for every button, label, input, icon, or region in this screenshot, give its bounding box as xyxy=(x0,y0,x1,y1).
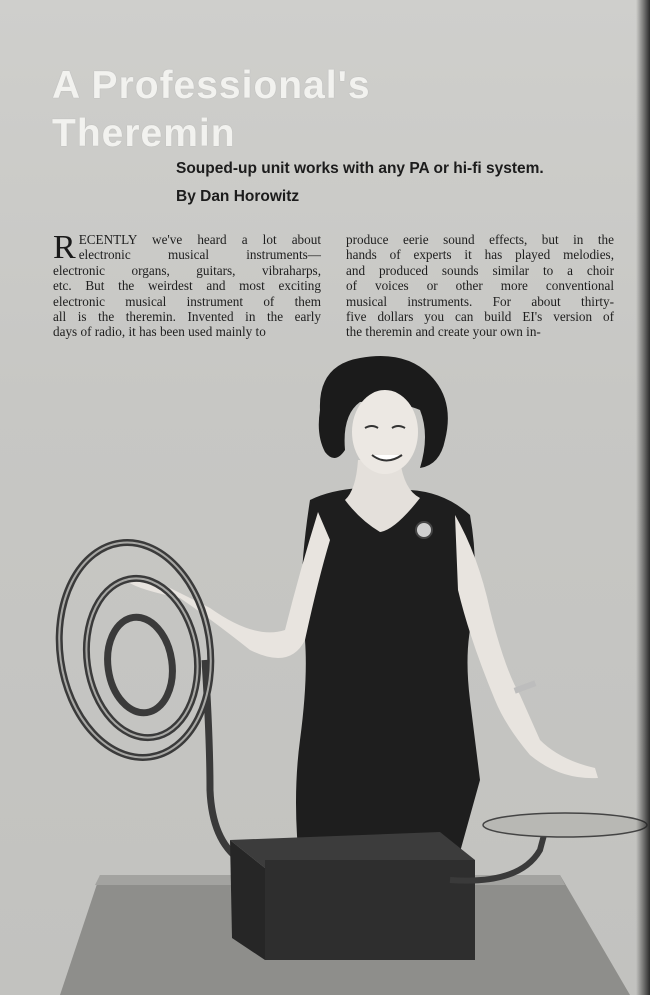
body-line: of voices or other more conventional xyxy=(346,278,614,294)
headline-line-1: A Professional's xyxy=(52,64,371,107)
body-line: five dollars you can build EI's version of xyxy=(346,309,614,325)
drop-cap: R xyxy=(53,229,76,266)
body-line: produce eerie sound effects, but in the xyxy=(346,232,614,247)
theremin-cabinet xyxy=(265,860,475,960)
article-subtitle: Souped-up unit works with any PA or hi-fi system. xyxy=(176,160,544,177)
body-line: days of radio, it has been used mainly to xyxy=(53,324,266,340)
body-line: electronic organs, guitars, vibraharps, xyxy=(53,262,321,278)
article-headline xyxy=(52,62,612,158)
theremin-photo xyxy=(0,340,650,995)
body-line: and produced sounds similar to a choir xyxy=(346,262,614,278)
body-line: the theremin and create your own in- xyxy=(346,324,541,340)
text-column-left xyxy=(53,229,321,340)
brooch xyxy=(416,522,432,538)
body-line: electronic musical instrument of them xyxy=(53,293,321,309)
body-line: ECENTLY we've heard a lot about xyxy=(78,232,321,247)
text-column-right xyxy=(346,232,614,340)
body-line: hands of experts it has played melodies, xyxy=(346,247,614,263)
page-edge-shadow xyxy=(636,0,650,995)
right-arm xyxy=(455,515,598,778)
loop-antenna xyxy=(46,533,240,860)
plate-antenna xyxy=(483,813,647,837)
body-line: electronic musical instruments— xyxy=(78,247,321,263)
body-line: all is the theremin. Invented in the early xyxy=(53,309,321,325)
body-line: musical instruments. For about thirty- xyxy=(346,293,614,309)
body-line: etc. But the weirdest and most exciting xyxy=(53,278,321,294)
article-byline: By Dan Horowitz xyxy=(176,188,300,205)
headline-line-2: Theremin xyxy=(52,112,236,155)
photo-illustration xyxy=(0,340,650,995)
